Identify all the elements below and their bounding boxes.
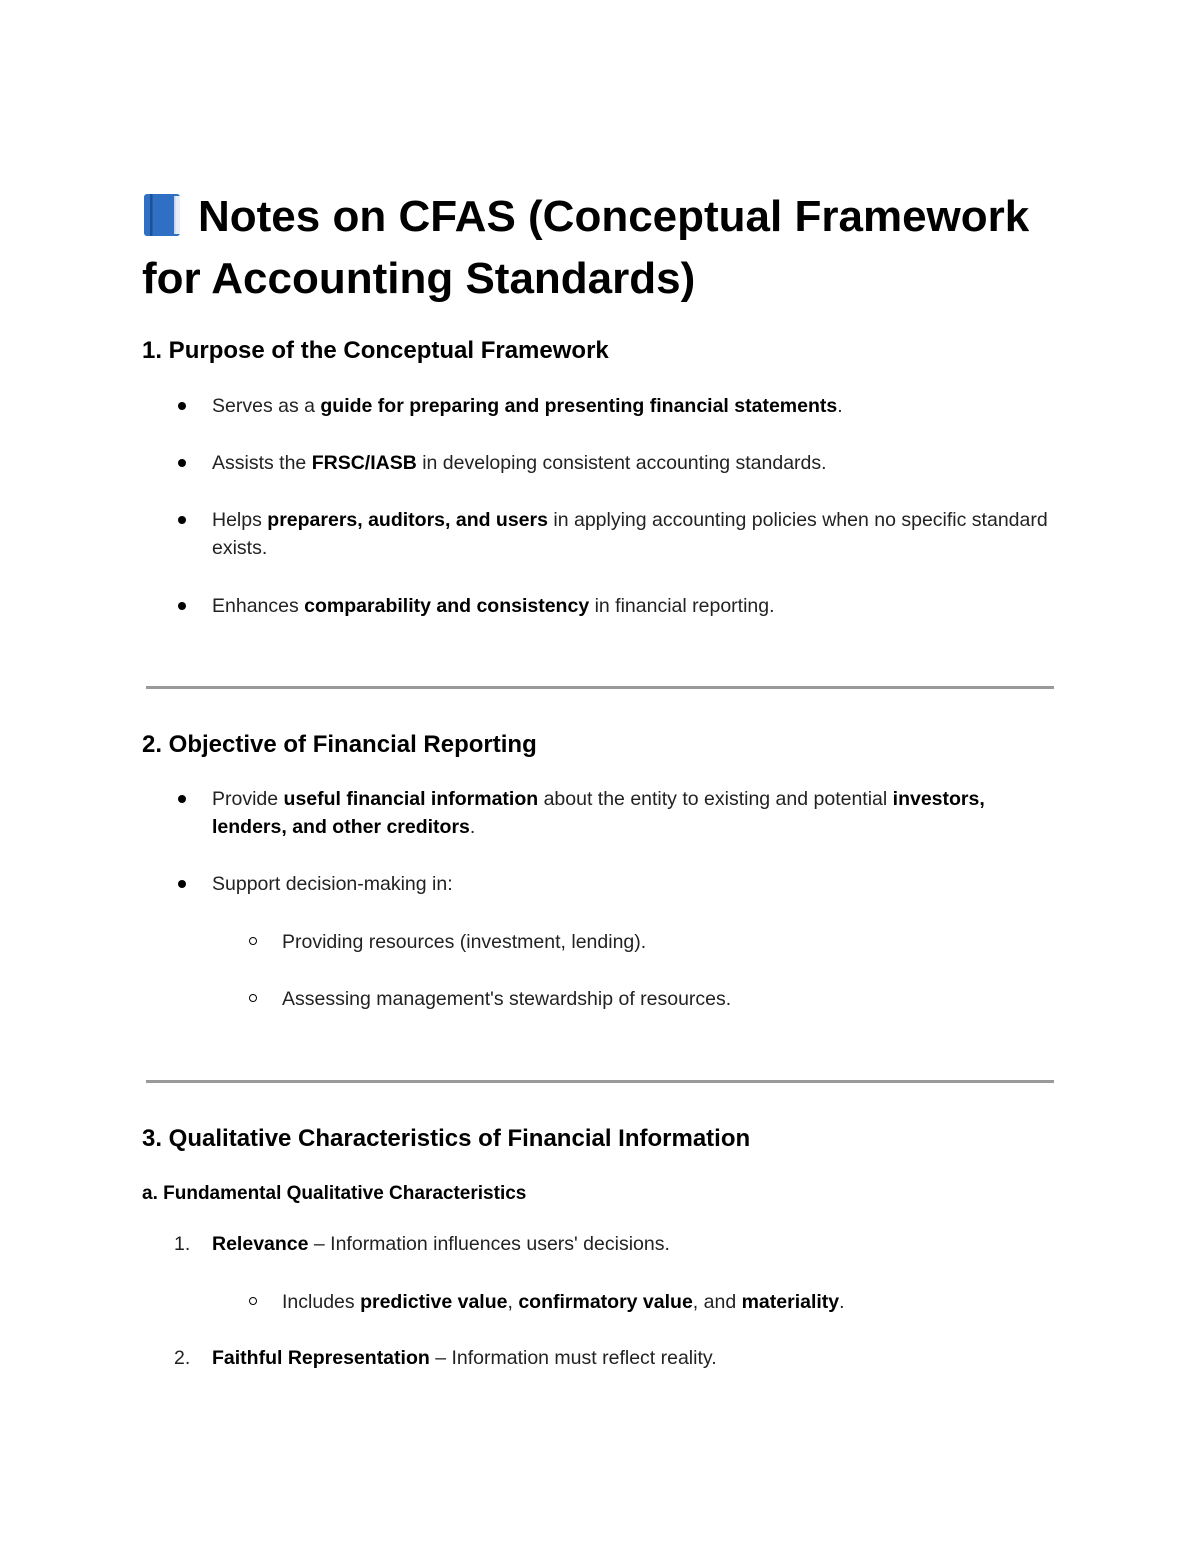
list-item: Provide useful financial information about the entity to existing and potential investors, lenders, and other creditors. (212, 788, 985, 838)
horizontal-divider (146, 1080, 1054, 1083)
sub-list-item: Providing resources (investment, lending). (282, 931, 647, 953)
bullet-icon (178, 602, 186, 610)
list-item: Helps preparers, auditors, and users in applying accounting policies when no specific standard exists. (212, 509, 1048, 559)
numbered-list-item: Faithful Representation – Information must reflect reality. (212, 1347, 717, 1369)
page-title (142, 186, 1042, 310)
section-heading: 2. Objective of Financial Reporting (142, 731, 537, 758)
section-heading: 3. Qualitative Characteristics of Financial Information (142, 1125, 751, 1152)
sub-list-item: Assessing management's stewardship of resources. (282, 988, 732, 1010)
hollow-bullet-icon (249, 994, 257, 1002)
bullet-icon (178, 402, 186, 410)
sub-list-item: Includes predictive value, confirmatory value, and materiality. (282, 1291, 845, 1313)
bullet-icon (178, 459, 186, 467)
hollow-bullet-icon (249, 937, 257, 945)
list-item: Support decision-making in: (212, 873, 453, 895)
bullet-icon (178, 795, 186, 803)
bullet-icon (178, 880, 186, 888)
list-number: 1. (174, 1233, 191, 1255)
horizontal-divider (146, 686, 1054, 689)
numbered-list-item: Relevance – Information influences users' decisions. (212, 1233, 670, 1255)
subsection-heading: a. Fundamental Qualitative Characteristics (142, 1183, 527, 1204)
section-heading: 1. Purpose of the Conceptual Framework (142, 337, 609, 364)
list-item: Serves as a guide for preparing and presenting financial statements. (212, 395, 843, 417)
list-item: Assists the FRSC/IASB in developing consistent accounting standards. (212, 452, 827, 474)
page-title-text: Notes on CFAS (Conceptual Framework for Accounting Standards) (142, 192, 1030, 303)
list-number: 2. (174, 1347, 191, 1369)
blue-book-icon (142, 192, 184, 238)
hollow-bullet-icon (249, 1297, 257, 1305)
list-item: Enhances comparability and consistency in financial reporting. (212, 595, 775, 617)
bullet-icon (178, 516, 186, 524)
